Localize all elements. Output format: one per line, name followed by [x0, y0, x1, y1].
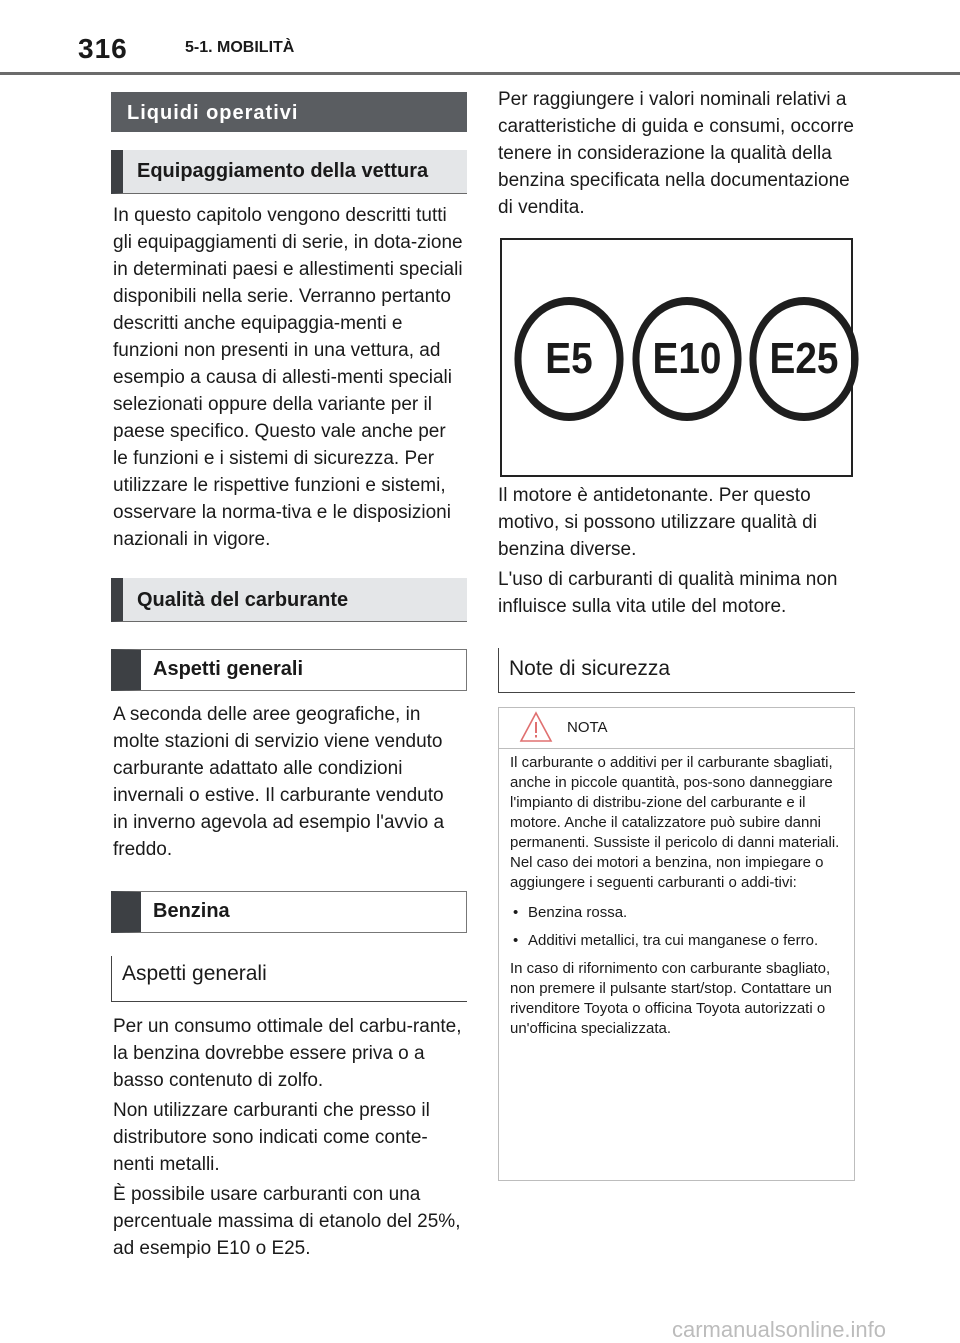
lifetime-text: L'uso di carburanti di qualità minima non influisce sulla vita utile del motore.: [498, 569, 838, 617]
intro-text: Per raggiungere i valori nominali relativi a caratteristiche di guida e consumi, occorre tenere in considerazione la qualità della benzina specificata nella documentazione di vendita.: [498, 89, 854, 218]
section-title: Liquidi operativi: [111, 92, 467, 132]
equip-text: In questo capitolo vengono descritti tutti gli equipaggiamenti di serie, in dota-zione in determinati paesi e allestimenti speciali disponibili nella serie. Verranno pertanto descritti anche equipaggia-menti e funzioni non presenti in una vettura, ad esempio a causa di allesti-menti speciali selezionati oppure della variante per il paese specifico. Questo vale anche per le funzioni e i sistemi di sicurezza. Per utilizzare le rispettive funzioni e sistemi, osservare la norma-tiva e le disposizioni nazionali in vigore.: [113, 205, 463, 550]
petrol-heading: Benzina: [111, 891, 467, 933]
chapter-title: 5-1. MOBILITÀ: [185, 39, 295, 56]
note-box: [498, 707, 855, 1181]
general-heading: Aspetti generali: [111, 649, 467, 691]
petrol-sub-heading: Aspetti generali: [111, 956, 467, 1002]
emblem-e5: E5: [514, 297, 623, 421]
note-text-1: Il carburante o additivi per il carburante sbagliati, anche in piccole quantità, pos-sono danneggiare l'impianto di distribu-zione del carburante e il motore. Anche il catalizzatore può subire danni permanenti. Sussiste il pericolo di danni materiali. Nel caso dei motori a benzina, non impiegare o aggiungere i seguenti carburanti o addi-tivi:: [510, 754, 840, 891]
knock-text: Il motore è antidetonante. Per questo motivo, si possono utilizzare qualità di benzina diverse.: [498, 485, 817, 560]
warning-icon: [519, 711, 553, 744]
note-body: [499, 749, 854, 1039]
emblem-e25: E25: [749, 297, 858, 421]
page-header: [0, 0, 960, 76]
note-label: NOTA: [567, 719, 608, 736]
watermark: carmanualsonline.info: [672, 1317, 887, 1342]
header-rule: [0, 72, 960, 75]
note-text-2: In caso di rifornimento con carburante sbagliato, non premere il pulsante start/stop. Contattare un rivenditore Toyota o officina Toyota autorizzati o un'officina specializzata.: [510, 960, 832, 1037]
note-header: [499, 708, 854, 749]
fuel-quality-heading: Qualità del carburante: [111, 578, 467, 622]
emblem-e10: E10: [632, 297, 741, 421]
note-bullet-2: • Additivi metallici, tra cui manganese o ferro.: [510, 931, 844, 951]
general-text: A seconda delle aree geografiche, in molte stazioni di servizio viene venduto carburante adattato alle condizioni invernali o estive. Il carburante venduto in inverno agevola ad esempio l'avvio a freddo.: [113, 704, 445, 860]
petrol-paragraph-3: È possibile usare carburanti con una percentuale massima di etanolo del 25%, ad esempio E10 o E25.: [113, 1184, 461, 1259]
page-number: 316: [78, 33, 128, 64]
petrol-paragraph-1: Per un consumo ottimale del carbu-rante, la benzina dovrebbe essere priva o a basso contenuto di zolfo.: [113, 1016, 462, 1091]
equip-heading: Equipaggiamento della vettura: [111, 150, 467, 194]
petrol-paragraph-2: Non utilizzare carburanti che presso il distributore sono indicati come conte-nenti metalli.: [113, 1100, 430, 1175]
note-bullet-1: • Benzina rossa.: [510, 903, 844, 923]
safety-heading: Note di sicurezza: [498, 648, 855, 693]
